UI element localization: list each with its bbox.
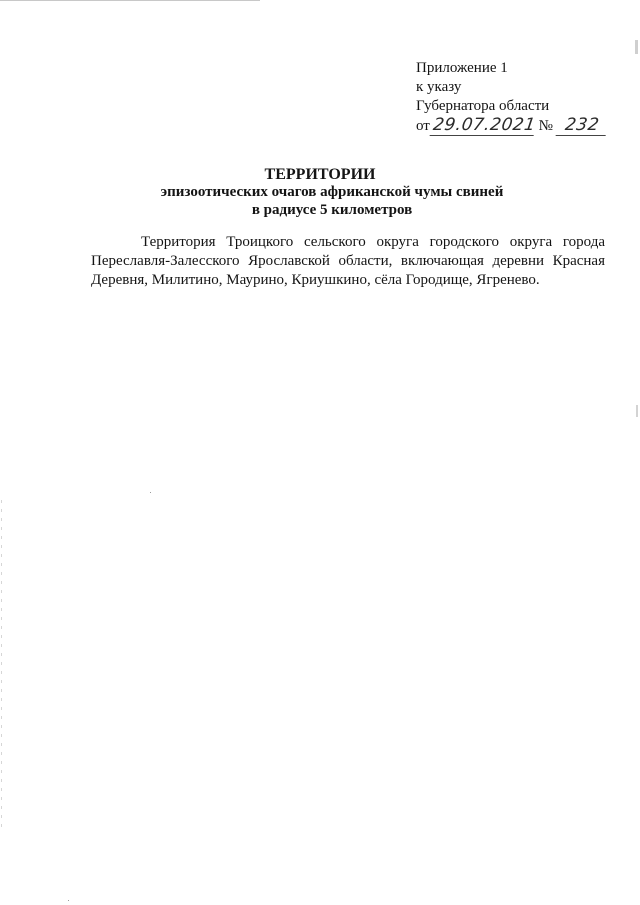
appendix-line-3: Губернатора области: [416, 98, 550, 114]
document-subtitle-line-1: эпизоотических очагов африканской чумы свиней: [160, 184, 504, 200]
document-title: ТЕРРИТОРИИ: [264, 166, 376, 183]
scan-mark: [636, 405, 638, 417]
scan-mark: [635, 40, 638, 54]
scan-speck: [150, 492, 151, 493]
date-prefix: от: [416, 118, 430, 134]
number-prefix: №: [538, 118, 553, 134]
appendix-date-line: [416, 116, 607, 136]
appendix-line-1: Приложение 1: [416, 60, 508, 76]
scan-edge-left: [1, 500, 2, 830]
scan-edge-top: [0, 0, 260, 1]
handwritten-number: 232: [556, 116, 609, 136]
handwritten-date: 29.07.2021: [429, 116, 536, 136]
appendix-block: [416, 59, 607, 136]
document-subtitle-line-2: в радиусе 5 километров: [251, 202, 413, 218]
appendix-line-2: к указу: [416, 79, 462, 95]
body-text: [91, 233, 605, 290]
scan-speck: [68, 900, 69, 901]
body-paragraph: Территория Троицкого сельского округа городского округа города Переславля-Залесского Ярославской области, включающая деревни Красная Деревня, Милитино, Маурино, Криушкино, сёла Городище, Ягренево.: [91, 234, 605, 288]
